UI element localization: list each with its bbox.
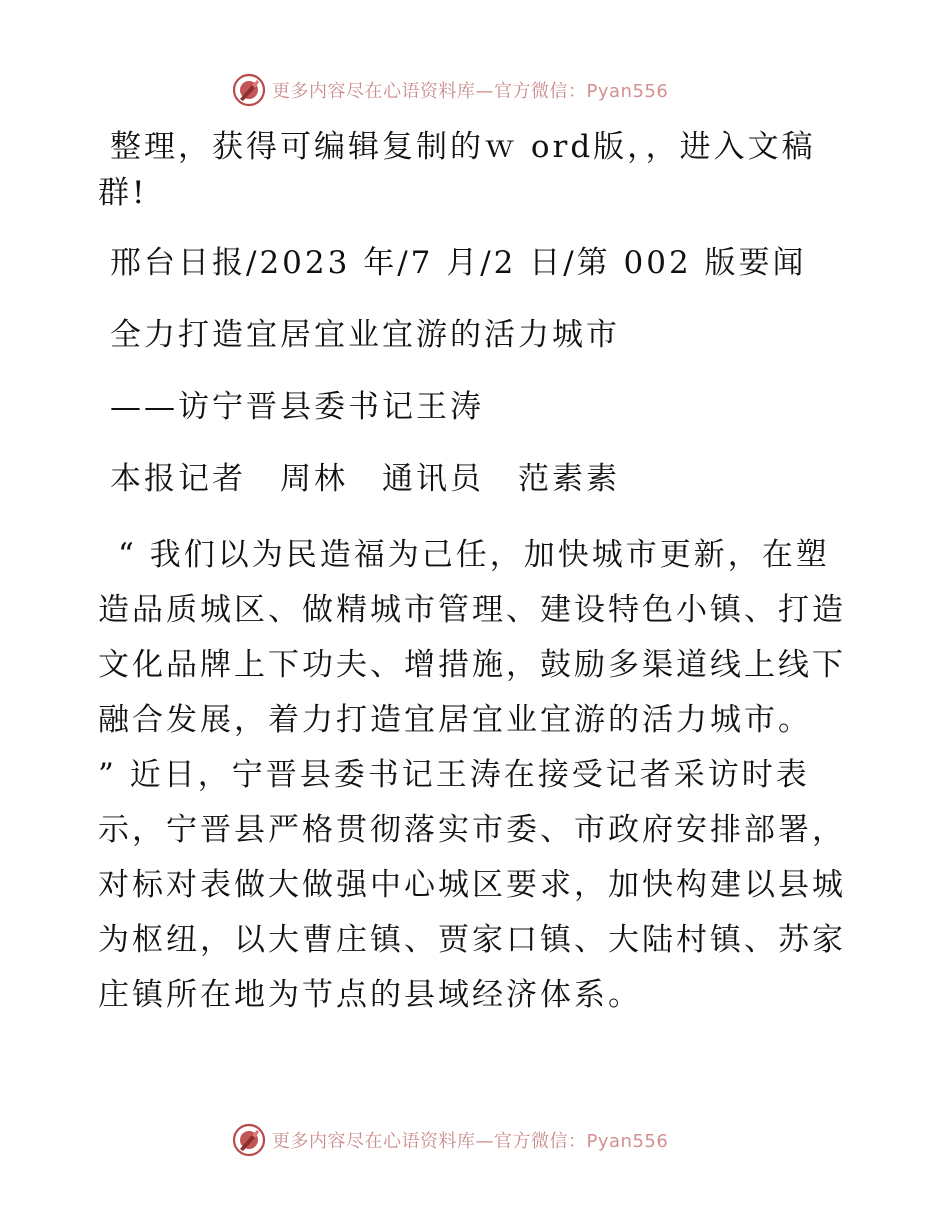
intro-line: 群! bbox=[98, 175, 148, 211]
document-body bbox=[98, 118, 858, 1023]
body-line: 示，宁晋县严格贯彻落实市委、市政府安排部署， bbox=[98, 812, 846, 848]
watermark-id: Pyan556 bbox=[586, 81, 669, 102]
watermark-text: 更多内容尽在心语资料库—官方微信：Pyan556 bbox=[272, 1131, 669, 1152]
article-title: 全力打造宜居宜业宜游的活力城市 bbox=[110, 317, 620, 353]
body-line: “ 我们以为民造福为己任，加快城市更新，在塑 bbox=[118, 537, 830, 573]
body-line: 文化品牌上下功夫、增措施，鼓励多渠道线上线下 bbox=[98, 647, 846, 683]
intro-line: 整理，获得可编辑复制的ｗ ord版，，进入文稿 bbox=[110, 129, 816, 165]
body-line: 庄镇所在地为节点的县域经济体系。 bbox=[98, 977, 642, 1013]
watermark-text: 更多内容尽在心语资料库—官方微信：Pyan556 bbox=[272, 81, 669, 102]
body-line: 为枢纽，以大曹庄镇、贾家口镇、大陆村镇、苏家 bbox=[98, 922, 846, 958]
pen-logo-icon bbox=[232, 73, 266, 107]
publication-info: 邢台日报/2023 年/7 月/2 日/第 002 版要闻 bbox=[110, 245, 807, 281]
body-line: ” 近日，宁晋县委书记王涛在接受记者采访时表 bbox=[98, 757, 810, 793]
intro-paragraph bbox=[98, 124, 858, 216]
body-line: 融合发展，着力打造宜居宜业宜游的活力城市。 bbox=[98, 702, 812, 738]
pen-logo-icon bbox=[232, 1123, 266, 1157]
body-line: 对标对表做大做强中心城区要求，加快构建以县城 bbox=[98, 867, 846, 903]
watermark-footer bbox=[232, 1122, 752, 1158]
watermark-id: Pyan556 bbox=[586, 1131, 669, 1152]
watermark-header bbox=[232, 72, 752, 108]
article-subtitle: ——访宁晋县委书记王涛 bbox=[110, 389, 484, 425]
body-line: 造品质城区、做精城市管理、建设特色小镇、打造 bbox=[98, 592, 846, 628]
body-paragraph bbox=[98, 528, 858, 1023]
article-byline: 本报记者 周林 通讯员 范素素 bbox=[110, 461, 620, 497]
